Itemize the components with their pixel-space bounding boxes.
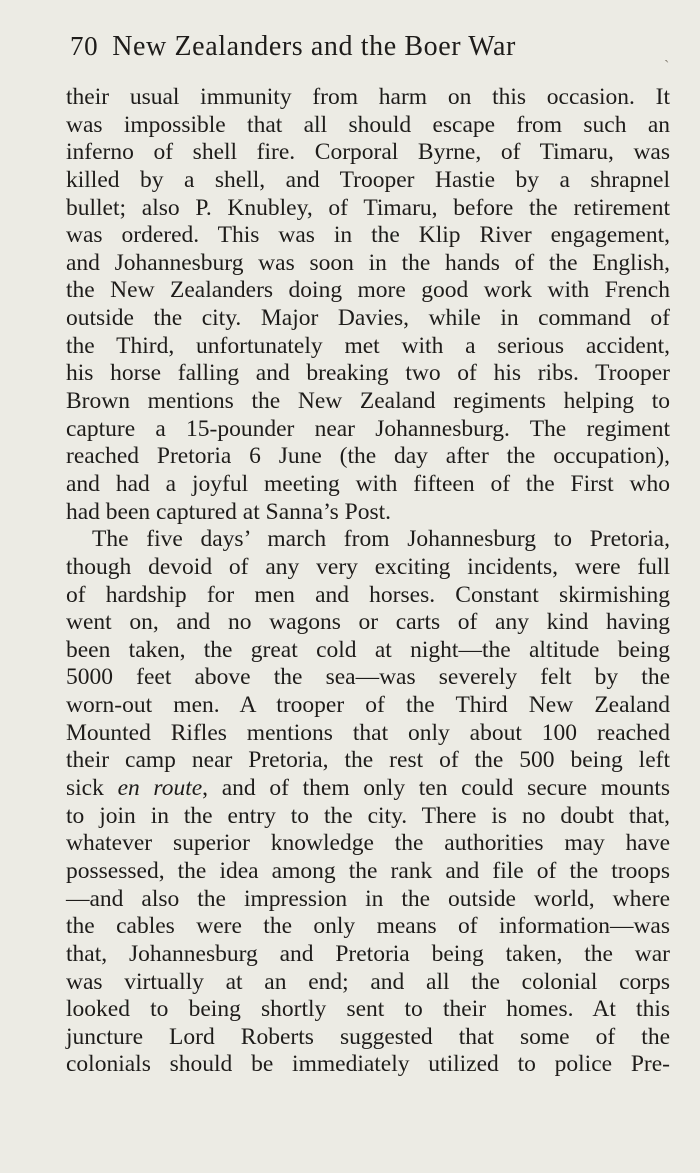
text-line: though devoid of any very exciting incidents, were full <box>66 553 670 580</box>
text-line: their camp near Pretoria, the rest of the 500 being left <box>66 747 670 774</box>
text-line: Mounted Rifles mentions that only about 100 reached <box>66 719 670 746</box>
text-line: his horse falling and breaking two of his ribs. Trooper <box>66 360 670 387</box>
text-line: possessed, the idea among the rank and file of the troops <box>66 857 670 884</box>
paragraph-2 <box>66 526 670 1079</box>
body-text <box>66 84 670 1079</box>
text-line: outside the city. Major Davies, while in command of <box>66 305 670 332</box>
text-line: been taken, the great cold at night—the altitude being <box>66 636 670 663</box>
text-line: juncture Lord Roberts suggested that some of the <box>66 1023 670 1050</box>
text-line: 5000 feet above the sea—was severely felt by the <box>66 664 670 691</box>
text-line: the Third, unfortunately met with a serious accident, <box>66 332 670 359</box>
text-line: —and also the impression in the outside world, where <box>66 885 670 912</box>
text-line: that, Johannesburg and Pretoria being taken, the war <box>66 940 670 967</box>
text-line-italic <box>66 775 670 803</box>
text-line: the cables were the only means of information—was <box>66 913 670 940</box>
page-number: 70 <box>70 31 99 61</box>
text-line: reached Pretoria 6 June (the day after the occupation), <box>66 443 670 470</box>
text-line: inferno of shell fire. Corporal Byrne, of Timaru, was <box>66 139 670 166</box>
paragraph-1 <box>66 84 670 526</box>
italic-phrase: en route <box>117 775 203 802</box>
text-line: bullet; also P. Knubley, of Timaru, before the retirement <box>66 194 670 221</box>
text-line: capture a 15-pounder near Johannesburg. The regiment <box>66 415 670 442</box>
text-line: had been captured at Sanna’s Post. <box>66 498 391 525</box>
text-line: worn-out men. A trooper of the Third New Zealand <box>66 692 670 719</box>
text-line: and Johannesburg was soon in the hands of the English, <box>66 249 670 276</box>
text-line: was ordered. This was in the Klip River engagement, <box>66 222 670 249</box>
text-line: their usual immunity from harm on this occasion. It <box>66 84 670 110</box>
text-line: of hardship for men and horses. Constant skirmishing <box>66 581 670 608</box>
text-line: killed by a shell, and Trooper Hastie by a shrapnel <box>66 166 670 193</box>
text-line: The five days’ march from Johannesburg to Pretoria, <box>92 526 670 553</box>
margin-mark: ` <box>664 58 670 75</box>
text-line: Brown mentions the New Zealand regiments helping to <box>66 388 670 415</box>
text-line: to join in the entry to the city. There is no doubt that, <box>66 802 670 829</box>
text-line: whatever superior knowledge the authorities may have <box>66 830 670 857</box>
text-line: looked to being shortly sent to their homes. At this <box>66 996 670 1023</box>
running-title: New Zealanders and the Boer War <box>112 31 516 62</box>
text-line: went on, and no wagons or carts of any kind having <box>66 609 670 636</box>
running-header <box>70 31 630 75</box>
text-line: the New Zealanders doing more good work with French <box>66 277 670 304</box>
text-run: , and of them only ten could secure mounts <box>202 775 670 802</box>
text-line: was virtually at an end; and all the colonial corps <box>66 968 670 995</box>
text-run: sick <box>66 775 118 802</box>
text-line: colonials should be immediately utilized to police Pre- <box>66 1051 670 1078</box>
text-line: was impossible that all should escape from such an <box>66 111 670 138</box>
text-line: and had a joyful meeting with fifteen of the First who <box>66 470 670 497</box>
